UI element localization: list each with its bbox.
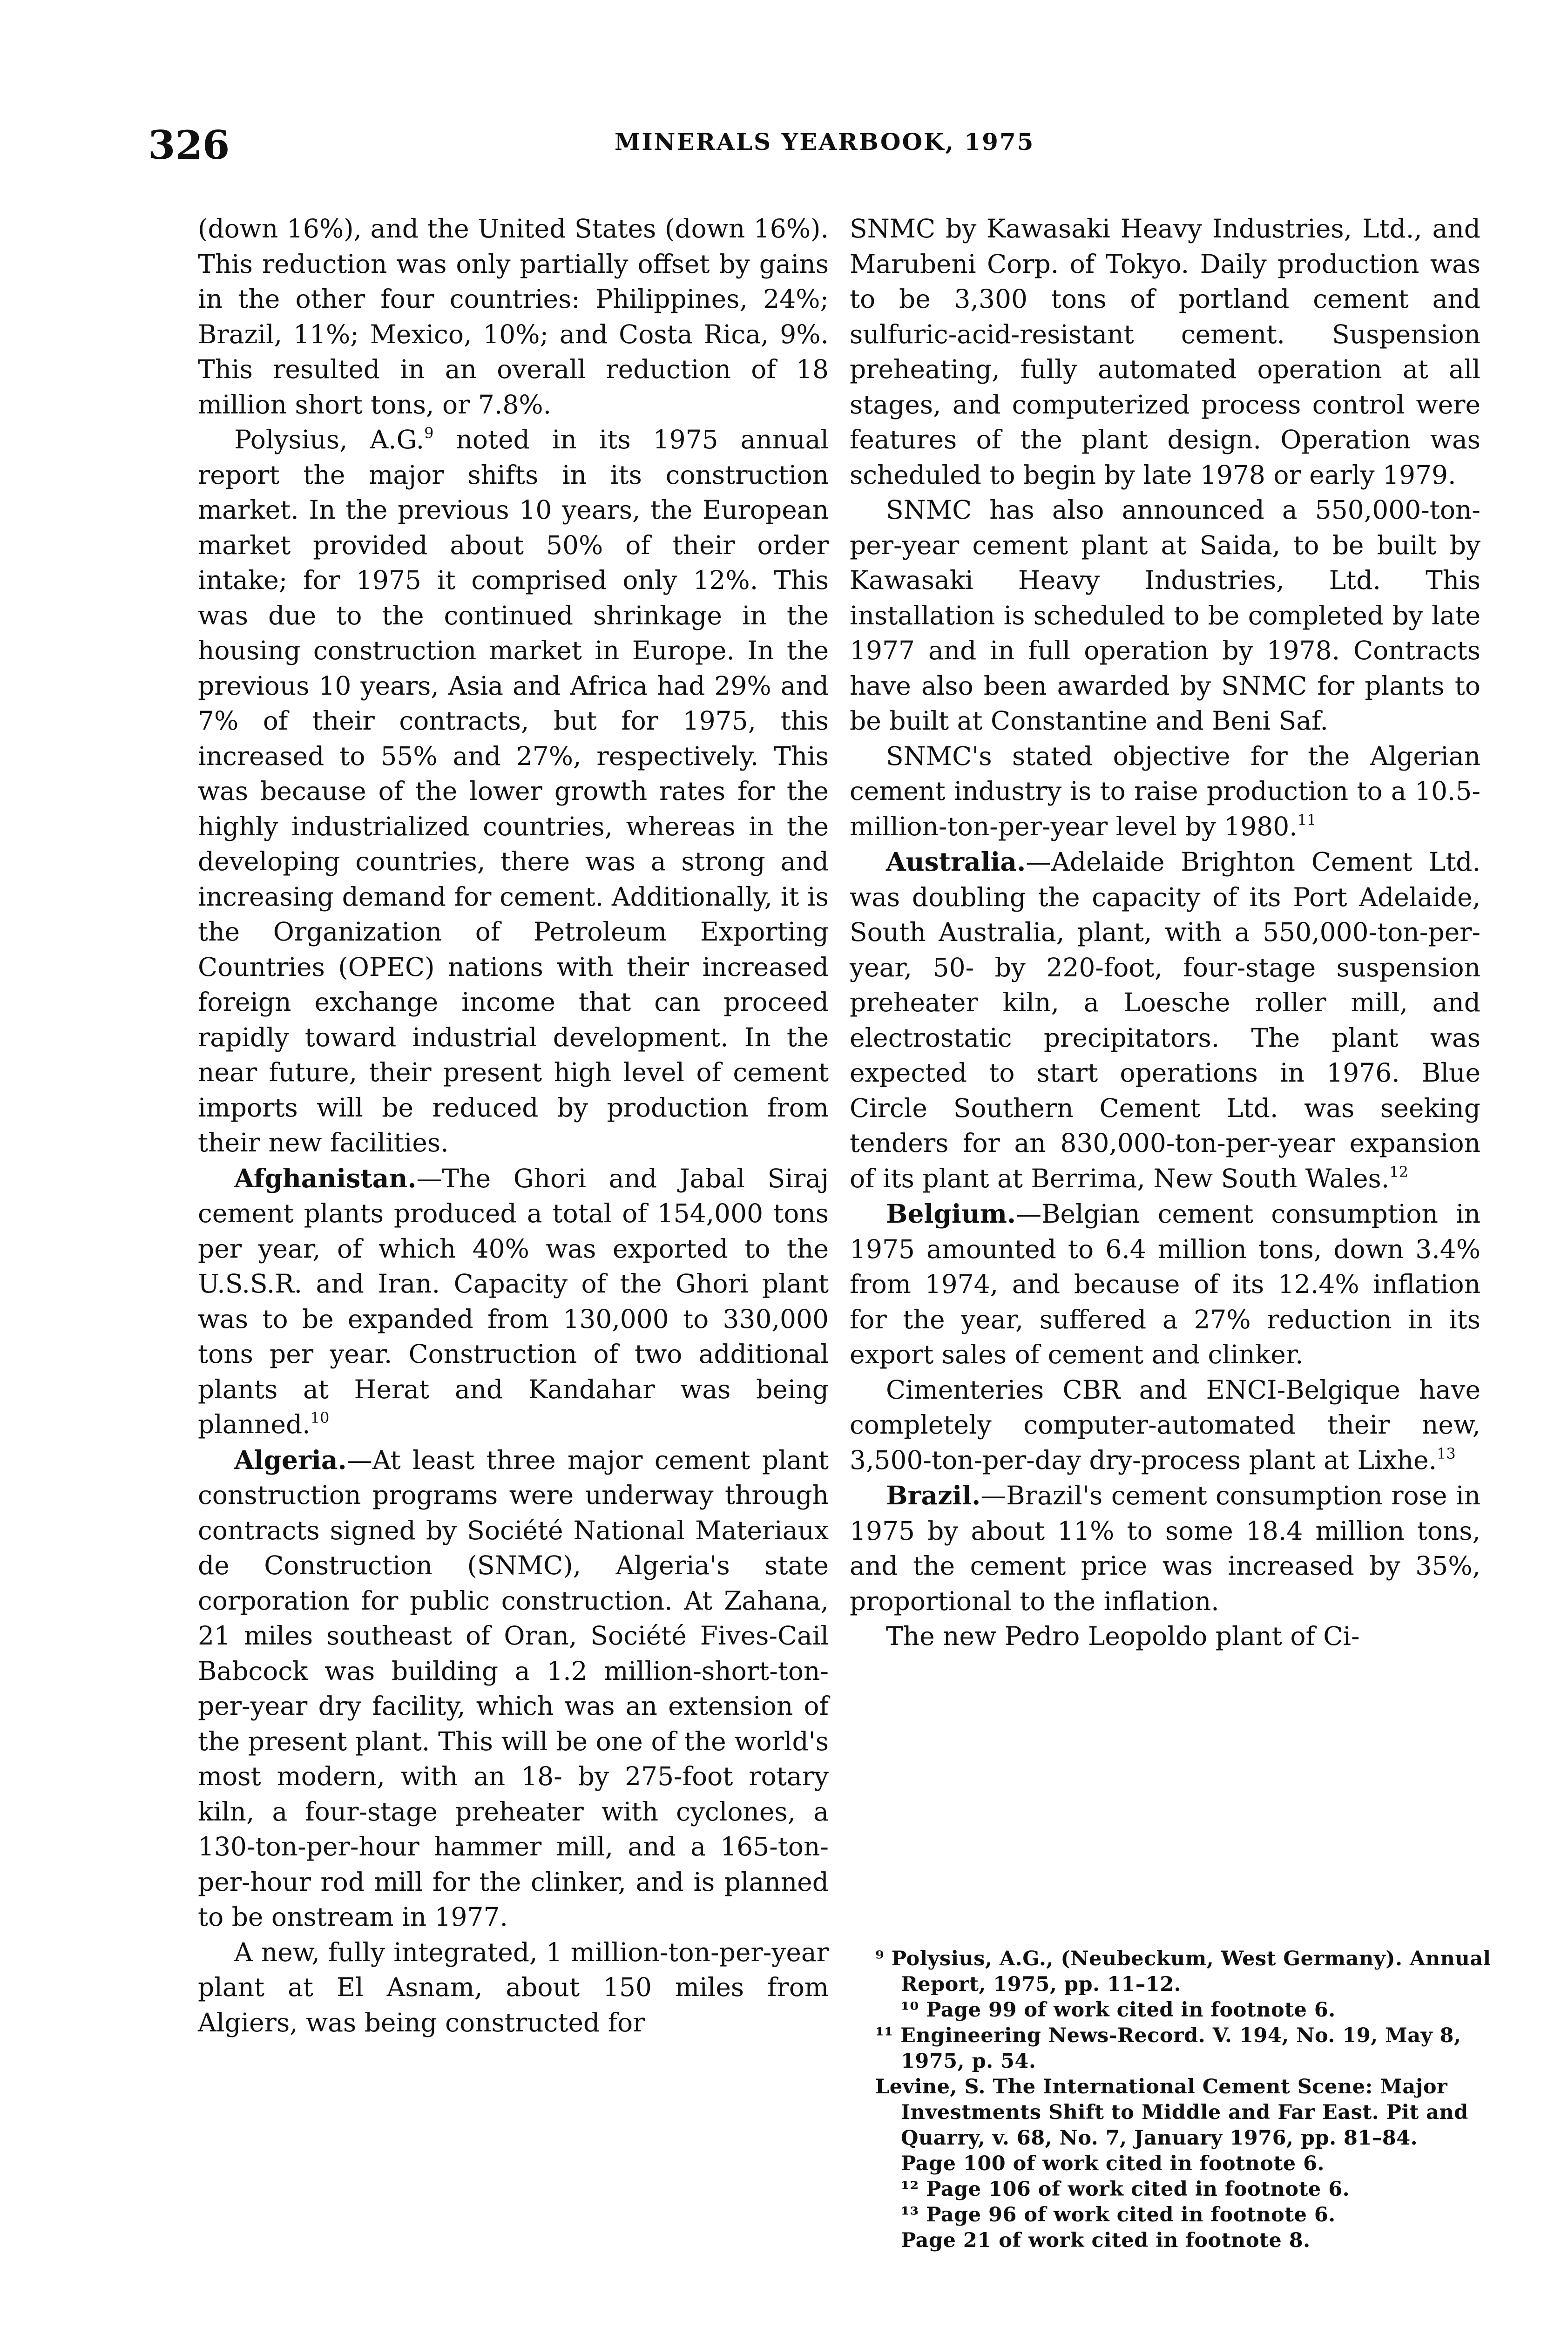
section-heading-afghanistan: Afghanistan. xyxy=(234,1163,417,1193)
paragraph-australia xyxy=(850,844,1480,1196)
paragraph-cimenteries xyxy=(850,1373,1480,1478)
footnotes xyxy=(875,1946,1499,2254)
paragraph-snmc-continued: SNMC by Kawasaki Heavy Industries, Ltd., and Marubeni Corp. of Tokyo. Daily production was to be 3,300 tons of portland cement and sulfuric-acid-resistant cement. Suspension preheating, fully automated operation at all stages, and computerized process control were features of the plant design. Operation was scheduled to begin by late 1978 or early 1979. xyxy=(850,214,1480,490)
footnote-ref-12: 12 xyxy=(1389,1163,1408,1181)
paragraph-afghanistan xyxy=(198,1161,829,1442)
paragraph-saida: SNMC has also announced a 550,000-ton-per-year cement plant at Saida, to be built by Kawasaki Heavy Industries, Ltd. This installation is scheduled to be completed by late 1977 and in full operation by 1978. Contracts have also been awarded by SNMC for plants to be built at Constantine and Beni Saf. xyxy=(850,495,1480,736)
afghanistan-text: —The Ghori and Jabal Siraj cement plants produced a total of 154,000 tons per year, of which 40% was exported to the U.S.S.R. and Iran. Capacity of the Ghori plant was to be expanded from 130,000 to 330,000 tons per year. Construction of two additional plants at Herat and Kandahar was being planned. xyxy=(198,1163,829,1439)
footnote-12: ¹² Page 106 of work cited in footnote 6. xyxy=(901,2178,1350,2201)
section-heading-brazil: Brazil. xyxy=(886,1480,981,1510)
paragraph-belgium xyxy=(850,1196,1480,1373)
cimenteries-text: Cimenteries CBR and ENCI-Belgique have completely computer-automated their new, 3,500-ton-per-day dry-process plant at Lixhe. xyxy=(850,1374,1480,1475)
footnote-13-page: Page 21 of work cited in footnote 8. xyxy=(901,2229,1311,2252)
footnote-11: ¹¹ Engineering News-Record. V. 194, No. 19, May 8, 1975, p. 54. xyxy=(875,2024,1461,2073)
paragraph-intro: (down 16%), and the United States (down 16%). This reduction was only partially offset by gains in the other four countries: Philippines, 24%; Brazil, 11%; Mexico, 10%; and Costa Rica, 9%. This resulted in an overall reduction of 18 million short tons, or 7.8%. xyxy=(198,214,829,420)
polysius-text: noted in its 1975 annual report the major shifts in its construction market. In the previous 10 years, the European market provided about 50% of their order intake; for 1975 it comprised only 12%. This was due to the continued shrinkage in the housing construction market in Europe. In the previous 10 years, Asia and Africa had 29% and 7% of their contracts, but for 1975, this increased to 55% and 27%, respectively. This was because of the lower growth rates for the highly industrialized countries, whereas in the developing countries, there was a strong and increasing demand for cement. Additionally, it is the Organization of Petroleum Exporting Countries (OPEC) nations with their increased foreign exchange income that can proceed rapidly toward industrial development. In the near future, their present high level of cement imports will be reduced by production from their new facilities. xyxy=(198,425,829,1157)
algeria-text: —At least three major cement plant construction programs were underway through contracts signed by Société National Materiaux de Construction (SNMC), Algeria's state corporation for public construction. At Zahana, 21 miles southeast of Oran, Société Fives-Cail Babcock was building a 1.2 million-short-ton-per-year dry facility, which was an extension of the present plant. This will be one of the world's most modern, with an 18- by 275-foot rotary kiln, a four-stage preheater with cyclones, a 130-ton-per-hour hammer mill, and a 165-ton-per-hour rod mill for the clinker, and is planned to be onstream in 1977. xyxy=(198,1445,829,1932)
footnote-10: ¹⁰ Page 99 of work cited in footnote 6. xyxy=(901,1998,1336,2022)
footnote-ref-13: 13 xyxy=(1437,1444,1456,1462)
paragraph-polysius xyxy=(198,422,829,1161)
paragraph-snmc-objective xyxy=(850,739,1480,845)
running-title: MINERALS YEARBOOK, 1975 xyxy=(615,128,1035,156)
footnote-13: ¹³ Page 96 of work cited in footnote 6. xyxy=(901,2203,1336,2226)
section-heading-algeria: Algeria. xyxy=(234,1444,347,1475)
left-column xyxy=(198,211,829,2040)
right-column xyxy=(850,211,1480,1654)
footnote-11-levine: Levine, S. The International Cement Scene: Major Investments Shift to Middle and Far East. Pit and Quarry, v. 68, No. 7, January 1976, pp. 81–84. xyxy=(875,2075,1468,2150)
footnote-ref-9: 9 xyxy=(424,424,434,442)
belgium-text: —Belgian cement consumption in 1975 amounted to 6.4 million tons, down 3.4% from 1974, and because of its 12.4% inflation for the year, suffered a 27% reduction in its export sales of cement and clinker. xyxy=(850,1199,1480,1369)
objective-text: SNMC's stated objective for the Algerian cement industry is to raise production to a 10.5-million-ton-per-year level by 1980. xyxy=(850,741,1480,841)
footnote-11-page: Page 100 of work cited in footnote 6. xyxy=(901,2152,1325,2175)
paragraph-algeria xyxy=(198,1442,829,1935)
footnote-9: ⁹ Polysius, A.G., (Neubeckum, West Germany). Annual Report, 1975, pp. 11–12. xyxy=(875,1947,1491,1996)
section-heading-australia: Australia. xyxy=(886,846,1026,877)
polysius-name: Polysius, A.G. xyxy=(234,425,425,454)
paragraph-el-asnam: A new, fully integrated, 1 million-ton-per-year plant at El Asnam, about 150 miles from Algiers, was being constructed for xyxy=(198,1937,829,2037)
footnote-ref-11: 11 xyxy=(1297,811,1317,829)
paragraph-pedro-leopoldo: The new Pedro Leopoldo plant of Ci- xyxy=(886,1621,1360,1651)
australia-text: —Adelaide Brighton Cement Ltd. was doubling the capacity of its Port Adelaide, South Australia, plant, with a 550,000-ton-per-year, 50- by 220-foot, four-stage suspension preheater kiln, a Loesche roller mill, and electrostatic precipitators. The plant was expected to start operations in 1976. Blue Circle Southern Cement Ltd. was seeking tenders for an 830,000-ton-per-year expansion of its plant at Berrima, New South Wales. xyxy=(850,847,1480,1193)
section-heading-belgium: Belgium. xyxy=(886,1198,1016,1229)
brazil-text: —Brazil's cement consumption rose in 1975 by about 11% to some 18.4 million tons, and the cement price was increased by 35%, proportional to the inflation. xyxy=(850,1481,1480,1616)
footnote-ref-10: 10 xyxy=(310,1409,330,1427)
page-number: 326 xyxy=(148,122,230,168)
paragraph-brazil xyxy=(850,1478,1480,1619)
